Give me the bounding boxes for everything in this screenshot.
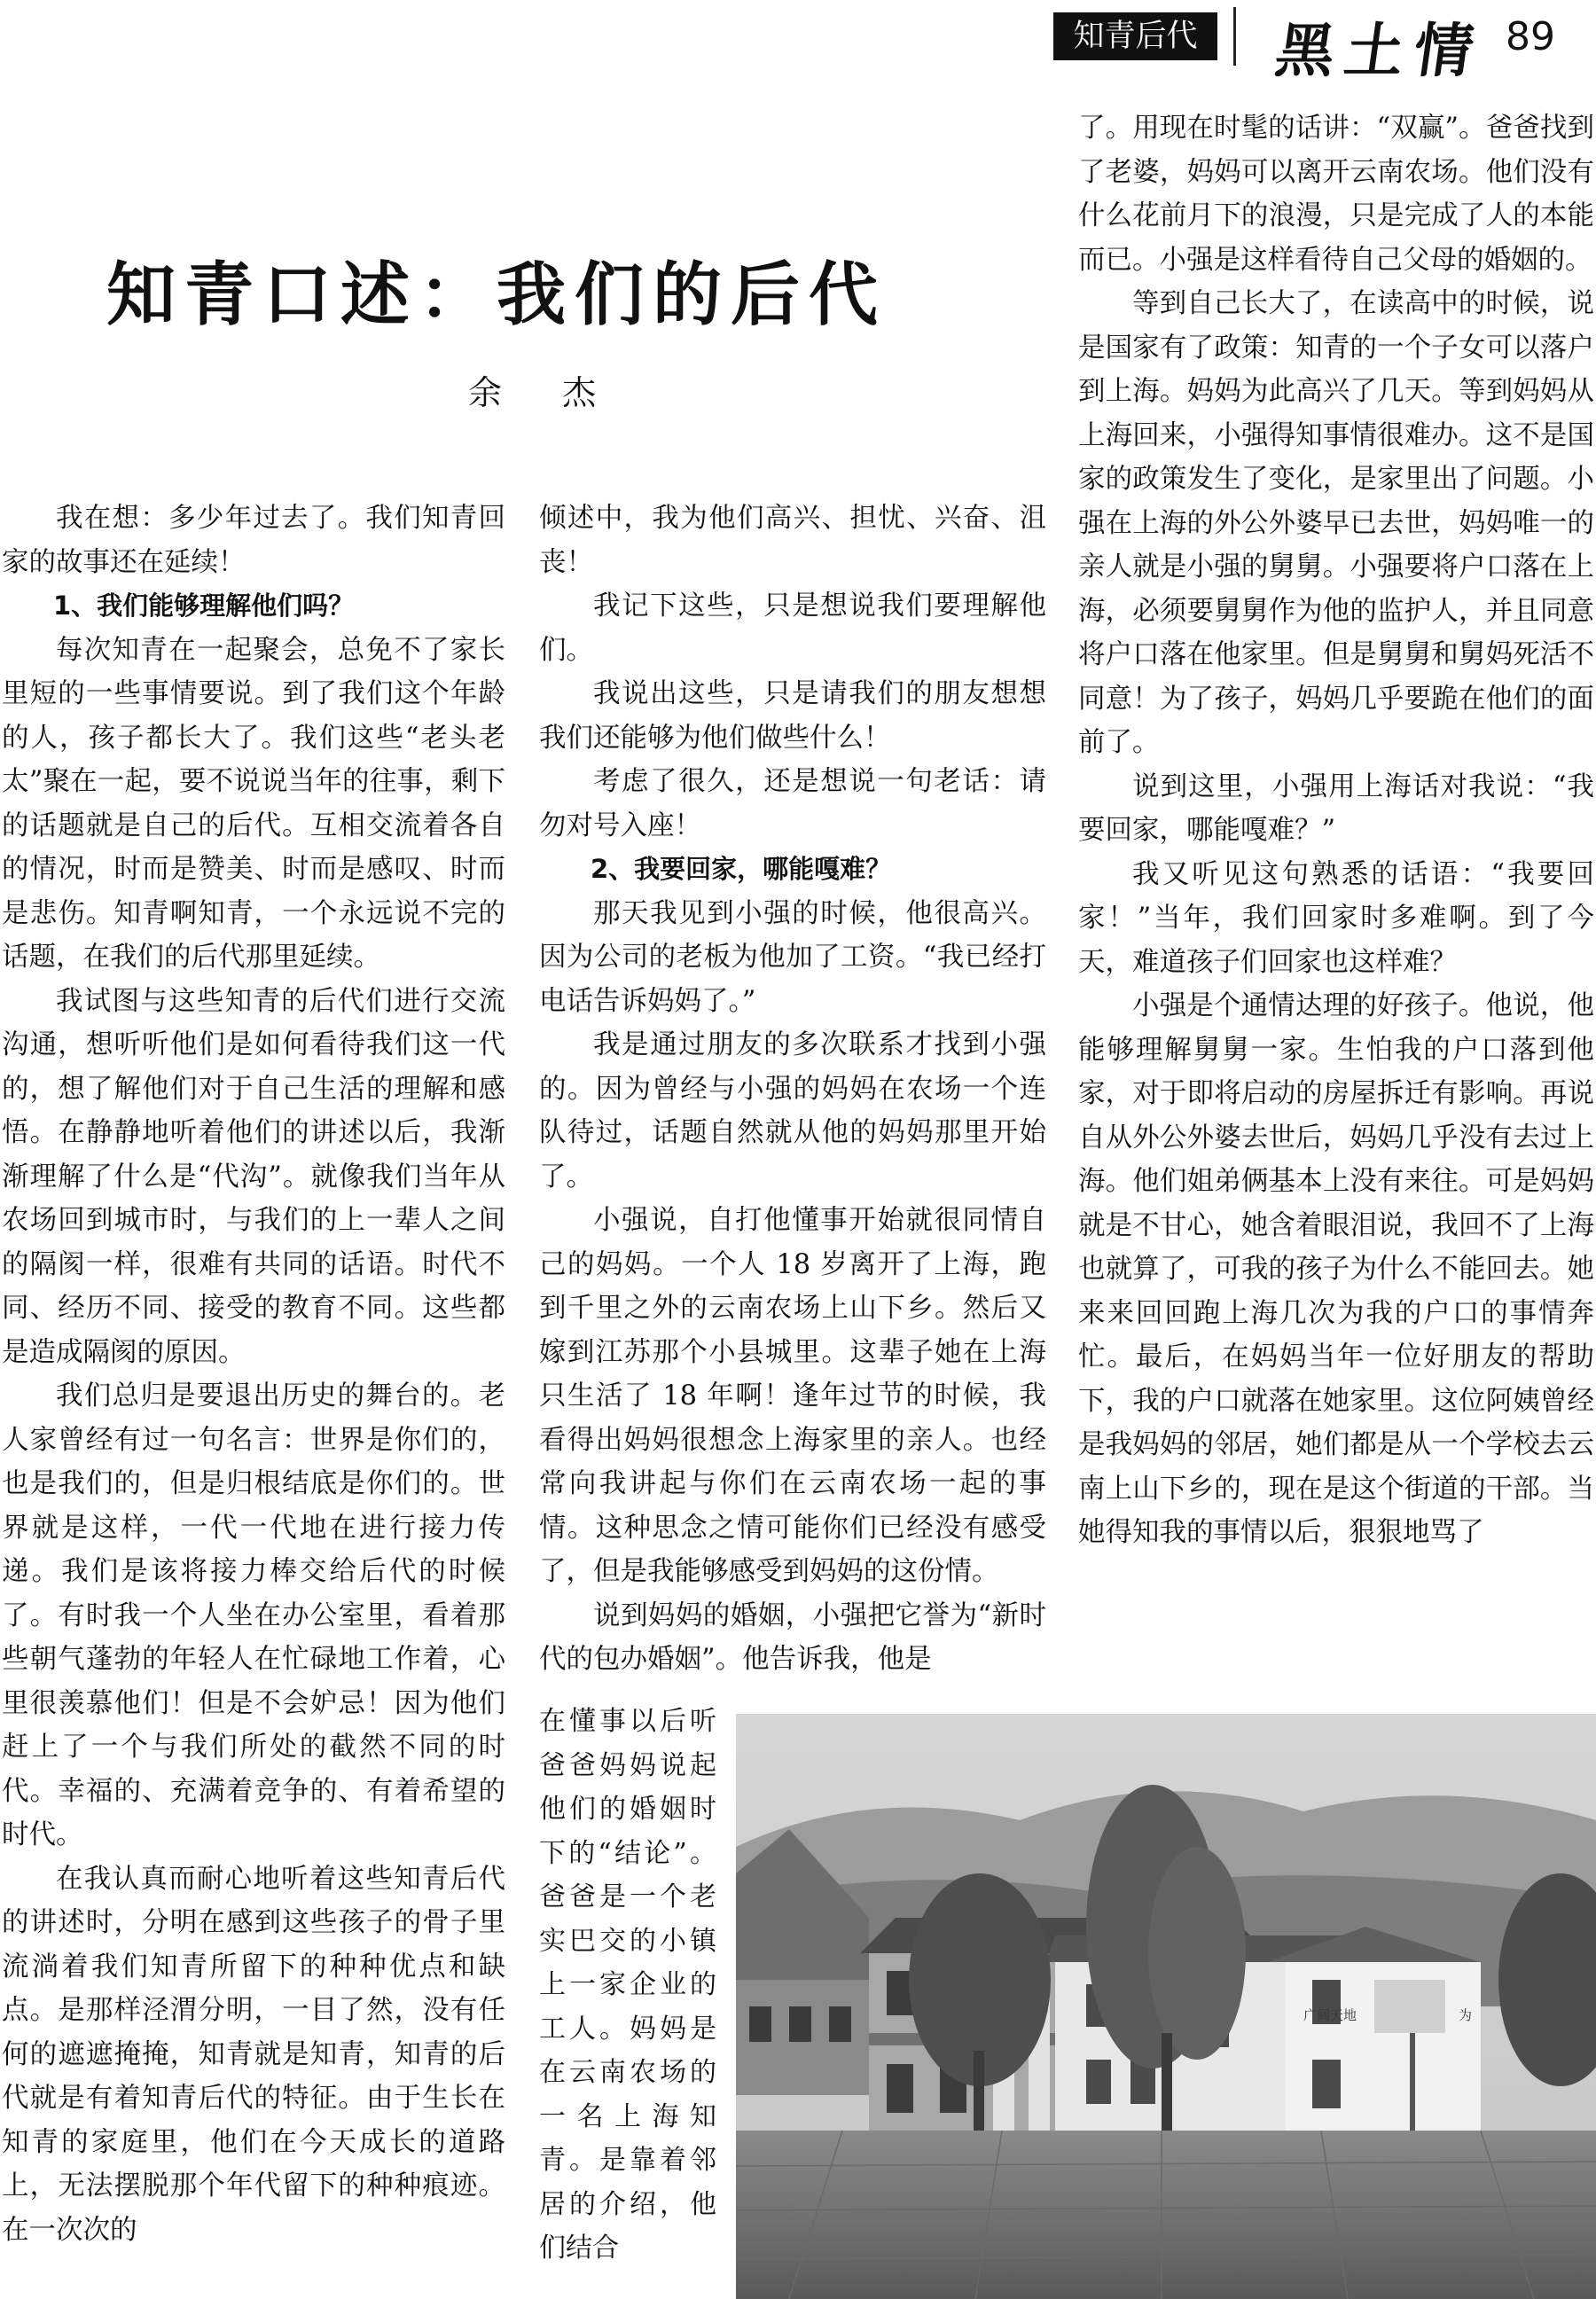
section-tag: 知青后代 (1053, 12, 1217, 60)
photo-farm-building (736, 1714, 1596, 2299)
photo-illustration (736, 1714, 1596, 2299)
paragraph: 考虑了很久，还是想说一句老话：请勿对号入座！ (539, 766, 1046, 841)
text-column-1 (2, 497, 505, 2252)
page-number: 89 (1506, 14, 1555, 59)
paragraph: 了。用现在时髦的话讲：“双赢”。爸爸找到了老婆，妈妈可以离开云南农场。他们没有什么花前月下的浪漫，只是完成了人的本能而已。小强是这样看待自己父母的婚姻的。 (1078, 113, 1594, 276)
section-heading-2: 2、我要回家，哪能嘎难？ (591, 854, 892, 884)
text-column-3 (1078, 106, 1594, 1555)
paragraph: 说到这里，小强用上海话对我说：“我要回家，哪能嘎难？” (1078, 770, 1594, 846)
paragraph: 在懂事以后听爸爸妈妈说起他们的婚姻时下的“结论”。爸爸是一个老实巴交的小镇上一家企业的工人。妈妈是在云南农场的一名上海知青。是靠着邻居的介绍，他们结合 (539, 1706, 716, 2264)
paragraph: 我说出这些，只是请我们的朋友想想我们还能够为他们做些什么！ (539, 678, 1046, 754)
paragraph: 小强是个通情达理的好孩子。他说，他能够理解舅舅一家。生怕我的户口落到他家，对于即将启动的房屋拆迁有影响。再说自从外公外婆去世后，妈妈几乎没有去过上海。他们姐弟俩基本上没有来往。可是妈妈就是不甘心，她含着眼泪说，我回不了上海也就算了，可我的孩子为什么不能回去。她来来回回跑上海几次为我的户口的事情奔忙。最后，在妈妈当年一位好朋友的帮助下，我的户口就落在她家里。这位阿姨曾经是我妈妈的邻居，她们都是从一个学校去云南上山下乡的，现在是这个街道的干部。当她得知我的事情以后，狠狠地骂了 (1078, 990, 1594, 1548)
paragraph: 小强说，自打他懂事开始就很同情自己的妈妈。一个人 18 岁离开了上海，跑到千里之外的云南农场上山下乡。然后又嫁到江苏那个小县城里。这辈子她在上海只生活了 18 年啊！逢年过节的时候，我看得出妈妈很想念上海家里的亲人。也经常向我讲起与你们在云南农场一起的事情。这种思念之情可能你们已经没有感受了，但是我能够感受到妈妈的这份情。 (539, 1205, 1046, 1587)
paragraph: 等到自己长大了，在读高中的时候，说是国家有了政策：知青的一个子女可以落户到上海。妈妈为此高兴了几天。等到妈妈从上海回来，小强得知事情很难办。这不是国家的政策发生了变化，是家里出了问题。小强在上海的外公外婆早已去世，妈妈唯一的亲人就是小强的舅舅。小强要将户口落在上海，必须要舅舅作为他的监护人，并且同意将户口落在他家里。但是舅舅和舅妈死活不同意！为了孩子，妈妈几乎要跪在他们的面前了。 (1078, 288, 1594, 758)
text-column-2-narrow (539, 1700, 716, 2271)
header-divider (1233, 7, 1236, 66)
article-title: 知青口述：我们的后代 (106, 255, 888, 335)
magazine-logo: 黑土情 (1271, 16, 1489, 85)
paragraph: 每次知青在一起聚会，总免不了家长里短的一些事情要说。到了我们这个年龄的人，孩子都长大了。我们这些“老头老太”聚在一起，要不说说当年的往事，剩下的话题就是自己的后代。互相交流着各自的情况，时而是赞美、时而是感叹、时而是悲伤。知青啊知青，一个永远说不完的话题，在我们的后代那里延续。 (2, 634, 505, 973)
article-author: 余 杰 (468, 373, 622, 412)
paragraph: 倾述中，我为他们高兴、担忧、兴奋、沮丧！ (539, 503, 1046, 578)
paragraph: 在我认真而耐心地听着这些知青后代的讲述时，分明在感到这些孩子的骨子里流淌着我们知青所留下的种种优点和缺点。是那样泾渭分明，一目了然，没有任何的遮遮掩掩，知青就是知青，知青的后代就是有着知青后代的特征。由于生长在知青的家庭里，他们在今天成长的道路上，无法摆脱那个年代留下的种种痕迹。在一次次的 (2, 1863, 505, 2246)
paragraph: 我记下这些，只是想说我们要理解他们。 (539, 590, 1046, 666)
paragraph: 我们总归是要退出历史的舞台的。老人家曾经有过一句名言：世界是你们的，也是我们的，但是归根结底是你们的。世界就是这样，一代一代地在进行接力传递。我们是该将接力棒交给后代的时候了。有时我一个人坐在办公室里，看着那些朝气蓬勃的年轻人在忙碌地工作着，心里很羡慕他们！但是不会妒忌！因为他们赶上了一个与我们所处的截然不同的时代。幸福的、充满着竞争的、有着希望的时代。 (2, 1380, 505, 1850)
paragraph: 我在想：多少年过去了。我们知青回家的故事还在延续！ (2, 503, 505, 578)
text-column-2 (539, 497, 1046, 1682)
photo-sign-text: 广阔天地 (1303, 2007, 1357, 2023)
photo-sign-text-right: 为 (1459, 2007, 1473, 2023)
paragraph: 那天我见到小强的时候，他很高兴。因为公司的老板为他加了工资。“我已经打电话告诉妈妈了。” (539, 897, 1046, 1017)
paragraph: 说到妈妈的婚姻，小强把它誉为“新时代的包办婚姻”。他告诉我，他是 (539, 1599, 1046, 1675)
section-heading-1: 1、我们能够理解他们吗？ (53, 590, 355, 621)
paragraph: 我是通过朋友的多次联系才找到小强的。因为曾经与小强的妈妈在农场一个连队待过，话题自然就从他的妈妈那里开始了。 (539, 1029, 1046, 1193)
paragraph: 我试图与这些知青的后代们进行交流沟通，想听听他们是如何看待我们这一代的，想了解他们对于自己生活的理解和感悟。在静静地听着他们的讲述以后，我渐渐理解了什么是“代沟”。就像我们当年从农场回到城市时，与我们的上一辈人之间的隔阂一样，很难有共同的话语。时代不同、经历不同、接受的教育不同。这些都是造成隔阂的原因。 (2, 985, 505, 1368)
paragraph: 我又听见这句熟悉的话语：“我要回家！”当年，我们回家时多难啊。到了今天，难道孩子们回家也这样难？ (1078, 858, 1594, 978)
